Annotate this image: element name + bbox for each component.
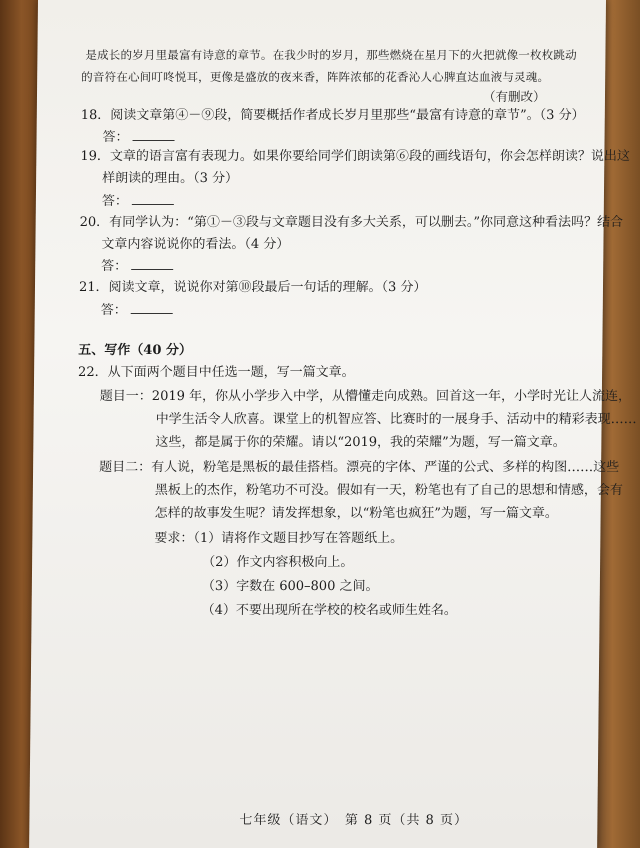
question-19-line-1: 19．文章的语言富有表现力。如果你要给同学们朗读第⑥段的画线语句，你会怎样朗读？说出这	[80, 149, 630, 164]
answer-label: 答：	[101, 259, 128, 274]
question-20-line-2: 文章内容说说你的看法。（4 分）	[101, 237, 290, 252]
topic-2-line-2: 黑板上的杰作，粉笔功不可没。假如有一天，粉笔也有了自己的思想和情感，会有	[154, 483, 623, 498]
passage-line-1: 是成长的岁月里最富有诗意的章节。在我少时的岁月，那些燃烧在星月下的火把就像一枚枚跳动	[85, 48, 577, 62]
exam-page	[29, 0, 637, 848]
topic-2-line-3: 怎样的故事发生呢？请发挥想象，以“粉笔也疯狂”为题，写一篇文章。	[154, 506, 558, 521]
question-18: 18．阅读文章第④－⑨段，简要概括作者成长岁月里那些“最富有诗意的章节”。（3 分）	[80, 108, 585, 123]
answer-blank[interactable]	[133, 127, 175, 141]
requirement-3: （3）字数在 600–800 之间。	[201, 579, 379, 594]
answer-21[interactable]	[101, 300, 173, 322]
source-note: （有删改）	[482, 89, 546, 104]
answer-label: 答：	[100, 303, 127, 318]
topic-1-line-3: 这些，都是属于你的荣耀。请以“2019，我的荣耀”为题，写一篇文章。	[155, 435, 566, 450]
writing-section-title: 五、写作（40 分）	[78, 343, 193, 358]
requirement-4: （4）不要出现所在学校的校名或师生姓名。	[201, 603, 457, 618]
topic-1-line-1: 题目一：2019 年，你从小学步入中学，从懵懂走向成熟。回首这一年，小学时光让人流连，	[99, 389, 632, 404]
answer-blank[interactable]	[131, 300, 173, 314]
question-19-line-2: 样朗读的理由。（3 分）	[102, 171, 239, 186]
question-21: 21．阅读文章，说说你对第⑩段最后一句话的理解。（3 分）	[78, 280, 427, 295]
answer-19[interactable]	[102, 191, 174, 213]
answer-blank[interactable]	[132, 191, 174, 205]
topic-1-line-2: 中学生活令人欣喜。课堂上的机智应答、比赛时的一展身手、活动中的精彩表现……	[155, 412, 637, 427]
answer-label: 答：	[101, 194, 128, 209]
answer-blank[interactable]	[131, 256, 173, 270]
topic-2-line-1: 题目二：有人说，粉笔是黑板的最佳搭档。漂亮的字体、严谨的公式、多样的构图……这些	[99, 460, 620, 475]
requirement-2: （2）作文内容积极向上。	[202, 555, 354, 570]
answer-20[interactable]	[101, 256, 173, 278]
requirement-1: 要求：（1）请将作文题目抄写在答题纸上。	[154, 531, 404, 546]
answer-label: 答：	[102, 130, 129, 145]
question-22: 22．从下面两个题目中任选一题，写一篇文章。	[78, 365, 355, 380]
page-footer: 七年级（语文） 第 8 页（共 8 页）	[239, 813, 469, 828]
question-20-line-1: 20．有同学认为：“第①－③段与文章题目没有多大关系，可以删去。”你同意这种看法吗？结合	[79, 215, 624, 230]
passage-line-2: 的音符在心间叮咚悦耳，更像是盛放的夜来香，阵阵浓郁的花香沁人心脾直达血液与灵魂。	[81, 70, 550, 84]
